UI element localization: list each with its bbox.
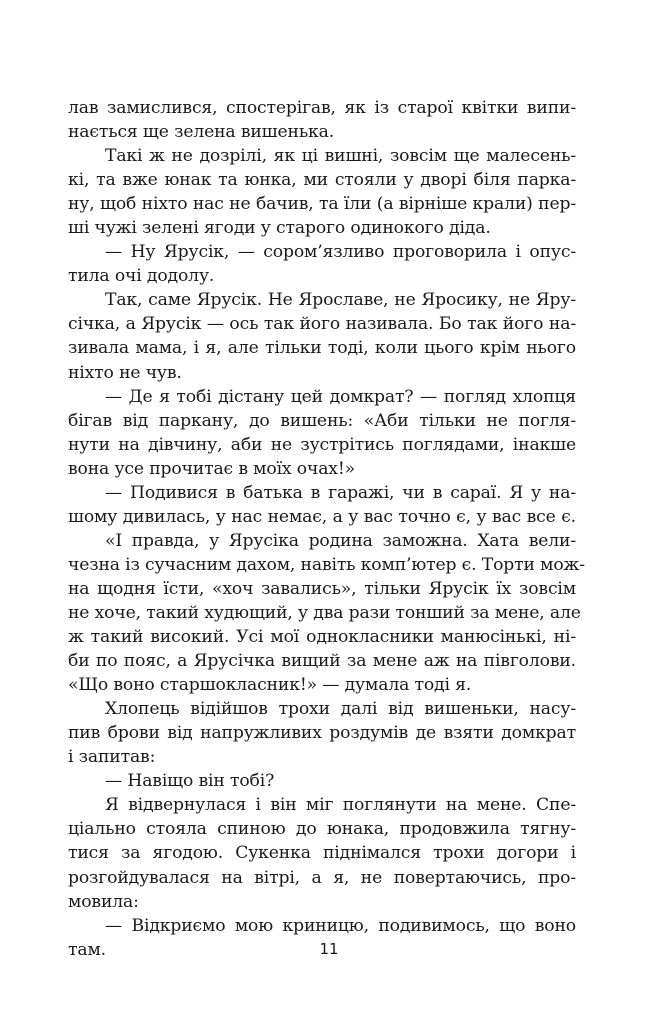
text-line: вона усе прочитає в моїх очах!» <box>68 458 355 479</box>
text-line: на щодня їсти, «хоч завались», тільки Ярусік їх зовсім <box>68 578 576 599</box>
text-line: — Подивися в батька в гаражі, чи в сараї. Я у на- <box>105 482 576 503</box>
text-line: кі, та вже юнак та юнка, ми стояли у дворі біля парка- <box>68 170 576 191</box>
text-line: ніхто не чув. <box>68 362 182 383</box>
text-line: «Що воно старшокласник!» — думала тоді я. <box>68 675 472 696</box>
text-line: — Ну Ярусік, — сором’язливо проговорила і опус- <box>105 242 576 263</box>
text-line: лав замислився, спостерігав, як із старої квітки випи- <box>68 98 576 118</box>
text-line: нути на дівчину, аби не зустрітись поглядами, інакше <box>68 434 576 455</box>
text-line: Я відвернулася і він міг поглянути на мене. Спе- <box>105 795 576 816</box>
text-line: тися за ягодою. Сукенка піднімался трохи догори і <box>68 843 576 864</box>
text-line: і запитав: <box>68 747 156 768</box>
text-line: тила очі додолу. <box>68 266 215 287</box>
text-line: пив брови від напружливих роздумів де взяти домкрат <box>68 723 576 744</box>
text-line: зивала мама, і я, але тільки тоді, коли цього крім нього <box>68 338 576 359</box>
text-line: ну, щоб ніхто нас не бачив, та їли (а вірніше крали) пер- <box>68 194 576 215</box>
text-line: — Де я тобі дістану цей домкрат? — погляд хлопця <box>105 386 576 407</box>
text-line: розгойдувалася на вітрі, а я, не повертаючись, про- <box>68 867 576 888</box>
text-line: бігав від паркану, до вишень: «Аби тільки не погля- <box>68 410 576 431</box>
text-line: Хлопець відійшов трохи далі від вишеньки, насу- <box>105 699 576 720</box>
text-line: ціально стояла спиною до юнака, продовжила тягну- <box>68 819 576 840</box>
text-line: мовила: <box>68 891 139 912</box>
text-line: Так, саме Ярусік. Не Ярославе, не Яросику, не Яру- <box>105 290 576 311</box>
text-line: ж такий високий. Усі мої однокласники манюсінькі, ні- <box>68 627 576 648</box>
text-line: нається ще зелена вишенька. <box>68 122 335 143</box>
text-line: Такі ж не дозрілі, як ці вишні, зовсім ще малесень- <box>105 146 576 167</box>
page-number: 11 <box>319 940 339 958</box>
text-line: «І правда, у Ярусіка родина заможна. Хата вели- <box>105 530 576 551</box>
text-line: ші чужі зелені ягоди у старого одинокого діда. <box>68 218 491 239</box>
text-line: там. <box>68 939 106 960</box>
text-line: чезна із сучасним дахом, навіть комп’ютер є. Торти мож- <box>68 554 585 575</box>
text-line: шому дивилась, у нас немає, а у вас точно є, у вас все є. <box>68 506 576 527</box>
text-line: — Відкриємо мою криницю, подивимось, що воно <box>105 915 576 936</box>
text-line: не хоче, такий худющий, у два рази тонший за мене, але <box>68 602 581 623</box>
text-line: — Навіщо він тобі? <box>105 771 275 792</box>
text-line: би по пояс, а Ярусічка вищий за мене аж на півголови. <box>68 651 576 672</box>
page-body-text <box>68 96 585 962</box>
text-line: січка, а Ярусік — ось так його називала. Бо так його на- <box>68 314 576 335</box>
